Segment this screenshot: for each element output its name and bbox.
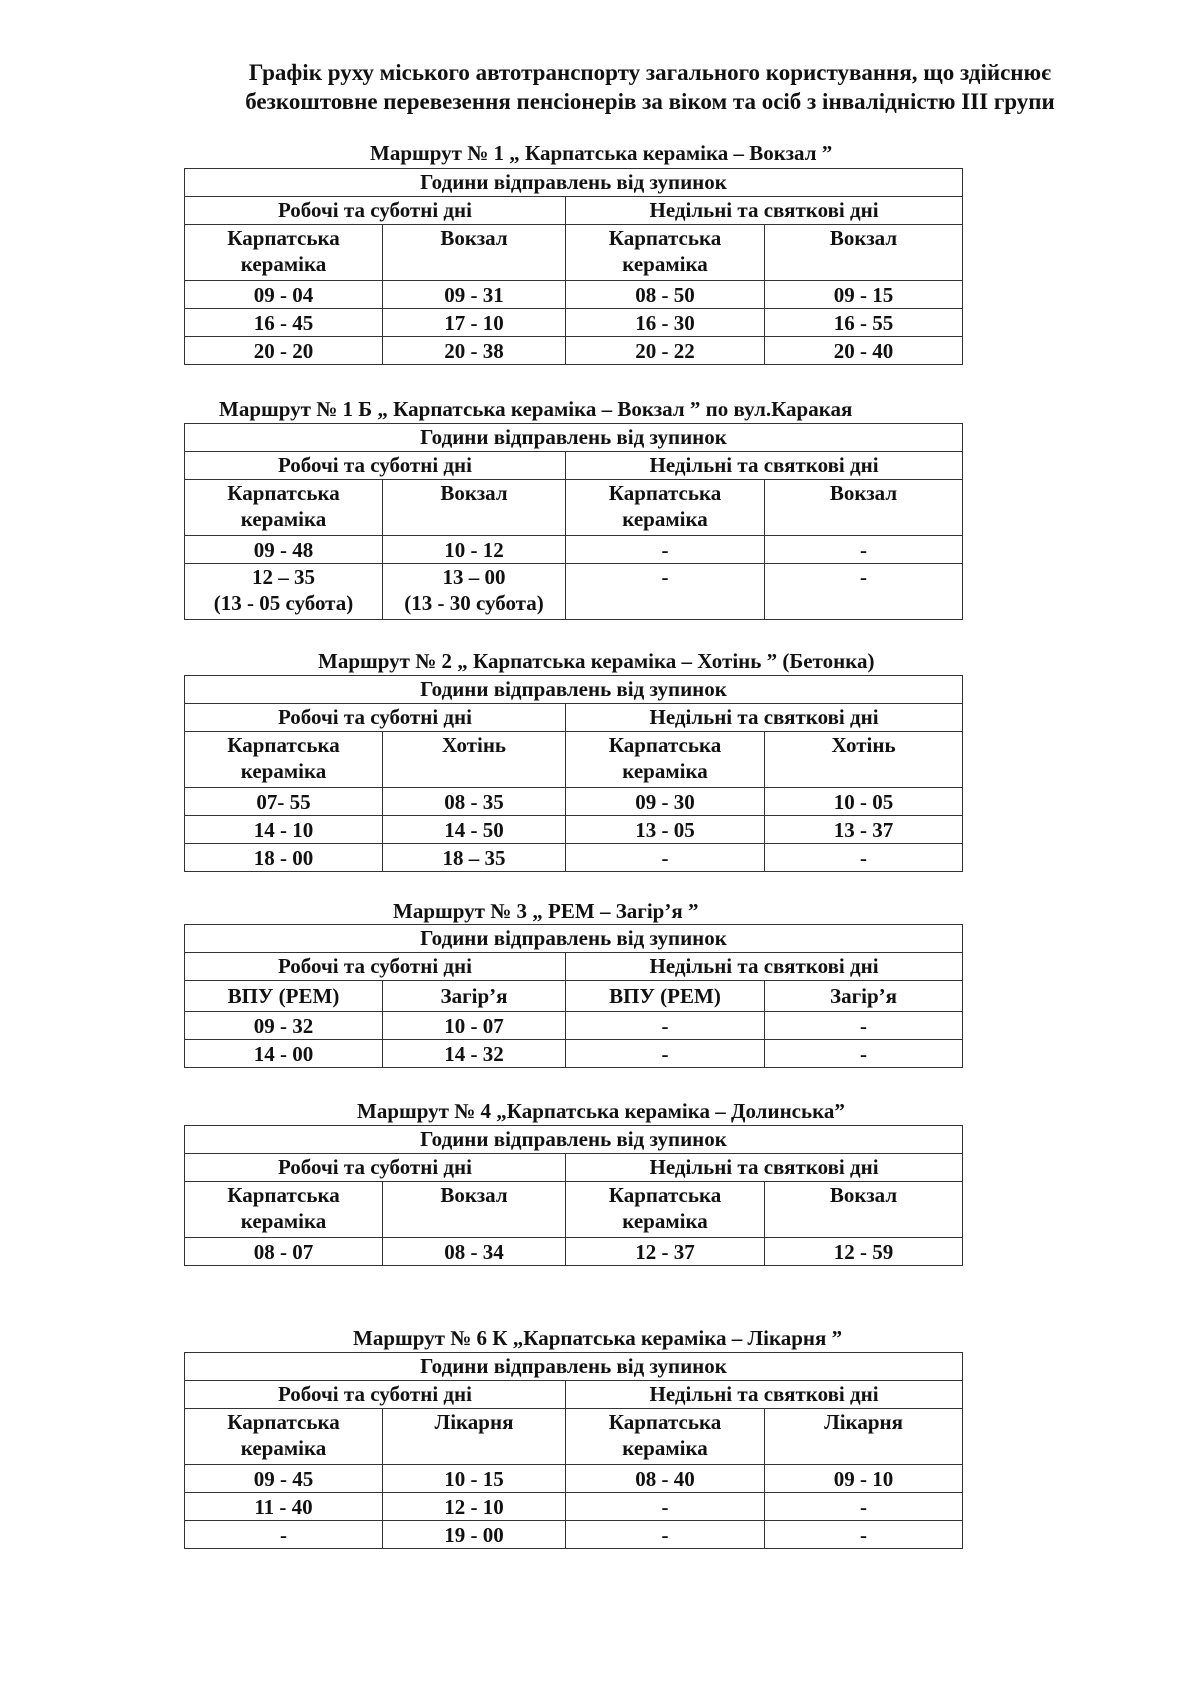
day-type-row [185,953,963,981]
stop-name-text: кераміка [622,1436,708,1460]
stop-name-header [383,981,566,1012]
table-row [185,309,963,337]
holidays-header: Недільні та святкові дні [566,704,963,732]
departure-time-cell [765,309,963,337]
stop-name-text: Загір’я [830,984,898,1008]
document-title-line-2: безкоштовне перевезення пенсіонерів за віком та осіб з інвалідністю ІІІ групи [245,89,1055,114]
stop-name-header [566,1182,765,1238]
stop-name-header [383,732,566,788]
route-title: Маршрут № 2 „ Карпатська кераміка – Хотінь ” (Бетонка) [318,649,875,673]
route-title: Маршрут № 3 „ РЕМ – Загір’я ” [393,899,699,923]
schedule-table [184,423,963,620]
stop-name-header [566,225,765,281]
departure-time-cell [566,1493,765,1521]
table-row [185,1493,963,1521]
stop-name-header [185,225,383,281]
header-row [185,1353,963,1381]
stop-header-row [185,1409,963,1465]
departure-time: - [860,537,868,562]
stop-name-header [765,480,963,536]
stop-header-row [185,1182,963,1238]
departure-time: 08 - 40 [635,1466,695,1491]
weekdays-header: Робочі та суботні дні [185,704,566,732]
schedule-table [184,168,963,365]
departures-header: Години відправлень від зупинок [185,1353,963,1381]
departure-time-cell [383,1040,566,1068]
header-row [185,424,963,452]
departure-time: - [661,1494,669,1519]
departure-time-cell [566,844,765,872]
departure-time-cell [566,536,765,564]
departure-time-cell [185,844,383,872]
header-row [185,925,963,953]
departure-time: 09 - 45 [253,1466,314,1491]
stop-name-text: ВПУ (РЕМ) [227,984,340,1008]
holidays-header: Недільні та святкові дні [566,1154,963,1182]
stop-name-header [383,225,566,281]
table-row [185,1238,963,1266]
stop-name-text: Вокзал [829,226,898,250]
departure-time: - [661,845,669,870]
weekdays-header: Робочі та суботні дні [185,452,566,480]
stop-name-text: кераміка [622,1209,708,1233]
departure-time-cell [765,1493,963,1521]
departure-time-cell [566,337,765,365]
stop-name-text: ВПУ (РЕМ) [609,984,721,1008]
departure-time: - [661,1013,669,1038]
departure-time-cell [185,1493,383,1521]
day-type-row [185,1154,963,1182]
departure-time-cell [765,1465,963,1493]
departures-header: Години відправлень від зупинок [185,676,963,704]
departure-time: 09 - 32 [253,1013,314,1038]
table-row [185,337,963,365]
stop-name-text: Карпатська [227,733,340,757]
departure-time: 10 - 15 [444,1466,504,1491]
departures-header: Години відправлень від зупинок [185,169,963,197]
holidays-header: Недільні та святкові дні [566,197,963,225]
schedule-table [184,1352,963,1549]
saturday-note: (13 - 05 субота) [213,591,354,615]
stop-name-text: кераміка [240,507,327,531]
stop-name-text: Карпатська [227,481,340,505]
weekdays-header: Робочі та суботні дні [185,953,566,981]
departure-time: - [661,1522,669,1547]
departure-time-cell [566,816,765,844]
departure-time-cell [185,281,383,309]
stop-name-header [765,225,963,281]
stop-name-header [185,1182,383,1238]
table-row [185,1465,963,1493]
holidays-header: Недільні та святкові дні [566,1381,963,1409]
departure-time: - [661,565,669,589]
departure-time: 12 – 35 [252,565,315,589]
weekdays-header: Робочі та суботні дні [185,1381,566,1409]
stop-name-text: Карпатська [608,226,722,250]
stop-header-row [185,225,963,281]
schedule-table [184,924,963,1068]
route-title: Маршрут № 1 Б „ Карпатська кераміка – Вокзал ” по вул.Каракая [219,397,853,421]
departure-time-cell [383,816,566,844]
stop-name-text: Лікарня [824,1410,903,1434]
stop-name-text: кераміка [240,759,327,783]
stop-name-text: Карпатська [608,1183,722,1207]
holidays-header: Недільні та святкові дні [566,452,963,480]
departure-time-cell [566,564,765,620]
departure-time: 09 - 04 [253,282,314,307]
stop-name-text: кераміка [622,507,708,531]
table-row [185,844,963,872]
stop-name-text: Загір’я [440,984,508,1008]
stop-name-text: кераміка [622,759,708,783]
departure-time-cell [566,281,765,309]
departure-time-cell [566,1521,765,1549]
departure-time: - [860,1013,868,1038]
header-row [185,676,963,704]
departure-time-cell [185,788,383,816]
weekdays-header: Робочі та суботні дні [185,1154,566,1182]
table-row [185,788,963,816]
departure-time-cell [765,1521,963,1549]
departure-time: 08 - 35 [444,789,504,814]
table-row [185,536,963,564]
departure-time: 18 – 35 [442,845,506,870]
departure-time: 10 - 05 [833,789,894,814]
document-title-line-1: Графік руху міського автотранспорту загального користування, що здійснює [248,60,1052,85]
departure-time: 09 - 15 [833,282,894,307]
departure-time: 08 - 50 [635,282,695,307]
departure-time-cell [383,1238,566,1266]
table-row [185,1521,963,1549]
departure-time-cell [185,309,383,337]
stop-name-text: кераміка [622,252,708,276]
stop-name-text: Хотінь [441,733,507,757]
departure-time-cell [566,309,765,337]
departure-time-cell [765,536,963,564]
stop-name-header [566,480,765,536]
departure-time: 13 – 00 [442,565,506,589]
route-title: Маршрут № 4 „Карпатська кераміка – Долинська” [357,1099,845,1123]
departures-header: Години відправлень від зупинок [185,925,963,953]
departure-time: - [860,1522,868,1547]
departure-time: 16 - 30 [635,310,695,335]
stop-name-text: Вокзал [829,481,898,505]
departure-time: 08 - 07 [253,1239,314,1264]
stop-name-text: кераміка [240,1209,327,1233]
departure-time: 17 - 10 [444,310,504,335]
departure-time: 09 - 31 [444,282,504,307]
departure-time: 16 - 55 [833,310,894,335]
schedule-table [184,675,963,872]
stop-name-header [185,732,383,788]
departure-time: 07- 55 [256,789,311,814]
stop-name-header [566,981,765,1012]
departure-time: 14 - 32 [444,1041,504,1066]
route-title: Маршрут № 1 „ Карпатська кераміка – Вокзал ” [370,141,833,165]
departure-time-cell [383,1521,566,1549]
stop-name-header [185,981,383,1012]
departure-time: 20 - 40 [833,338,894,363]
departure-time: - [661,537,669,562]
departure-time: 16 - 45 [253,310,314,335]
header-row [185,169,963,197]
departure-time: - [280,1522,287,1547]
stop-name-header [383,1182,566,1238]
stop-name-text: Карпатська [227,1183,340,1207]
departure-time: 14 - 10 [253,817,314,842]
departure-time-cell [566,1238,765,1266]
departure-time-cell [185,536,383,564]
departure-time: 09 - 48 [253,537,314,562]
stop-name-text: Карпатська [608,733,722,757]
stop-name-header [566,1409,765,1465]
stop-name-text: Вокзал [440,481,508,505]
departure-time-cell [566,1012,765,1040]
departure-time: 13 - 37 [833,817,894,842]
stop-name-text: Лікарня [434,1410,514,1434]
departure-time-cell [383,536,566,564]
schedule-table [184,1125,963,1266]
departure-time-cell [185,337,383,365]
departure-time: 09 - 10 [833,1466,894,1491]
departure-time: 14 - 00 [253,1041,314,1066]
stop-name-text: Вокзал [440,226,508,250]
departure-time: - [860,565,868,589]
day-type-row [185,704,963,732]
departure-time-cell [765,788,963,816]
departure-time-cell [383,844,566,872]
stop-name-text: Карпатська [608,1410,722,1434]
stop-name-text: кераміка [240,1436,327,1460]
departure-time-cell [566,1040,765,1068]
departure-time: 13 - 05 [635,817,695,842]
stop-name-header [765,1182,963,1238]
stop-name-text: Карпатська [608,481,722,505]
departures-header: Години відправлень від зупинок [185,1126,963,1154]
departure-time: 18 - 00 [253,845,314,870]
departure-time-cell [185,816,383,844]
table-row [185,564,963,620]
stop-header-row [185,480,963,536]
departure-time-cell [383,337,566,365]
stop-name-text: Вокзал [829,1183,898,1207]
table-row [185,816,963,844]
stop-header-row [185,981,963,1012]
stop-name-header [185,480,383,536]
departure-time: 14 - 50 [444,817,504,842]
table-row [185,281,963,309]
stop-name-header [765,981,963,1012]
departure-time: 12 - 37 [635,1239,695,1264]
departure-time-cell [566,1465,765,1493]
route-title: Маршрут № 6 К „Карпатська кераміка – Лікарня ” [353,1326,843,1350]
departure-time: 10 - 07 [444,1013,504,1038]
departure-time-cell [765,281,963,309]
departure-time: 20 - 20 [253,338,314,363]
departure-time: - [860,1494,868,1519]
departures-header: Години відправлень від зупинок [185,424,963,452]
departure-time-cell [765,337,963,365]
departure-time-cell [383,309,566,337]
stop-name-header [383,1409,566,1465]
day-type-row [185,197,963,225]
departure-time-cell [383,1012,566,1040]
stop-name-header [566,732,765,788]
departure-time: 20 - 38 [444,338,504,363]
departure-time: 09 - 30 [635,789,695,814]
departure-time: 08 - 34 [444,1239,504,1264]
stop-name-text: Карпатська [227,1410,340,1434]
departure-time: 12 - 59 [833,1239,894,1264]
header-row [185,1126,963,1154]
departure-time-cell [383,281,566,309]
stop-name-text: Вокзал [440,1183,508,1207]
departure-time-cell [765,816,963,844]
departure-time-cell [185,1012,383,1040]
departure-time: 11 - 40 [254,1494,313,1519]
weekdays-header: Робочі та суботні дні [185,197,566,225]
stop-name-text: кераміка [240,252,327,276]
departure-time-cell [185,1521,383,1549]
table-row [185,1040,963,1068]
stop-name-header [765,732,963,788]
departure-time-cell [765,1238,963,1266]
departure-time-cell [765,1040,963,1068]
departure-time: - [860,1041,868,1066]
departure-time: - [661,1041,669,1066]
stop-name-header [185,1409,383,1465]
departure-time-cell [185,1040,383,1068]
departure-time: 20 - 22 [635,338,695,363]
departure-time-cell [185,1465,383,1493]
stop-name-header [765,1409,963,1465]
departure-time-cell [383,1465,566,1493]
holidays-header: Недільні та святкові дні [566,953,963,981]
day-type-row [185,1381,963,1409]
stop-header-row [185,732,963,788]
departure-time-cell [383,1493,566,1521]
departure-time-cell [383,788,566,816]
departure-time: 19 - 00 [444,1522,504,1547]
saturday-note: (13 - 30 субота) [404,591,544,615]
stop-name-text: Карпатська [227,226,340,250]
departure-time: 12 - 10 [444,1494,504,1519]
departure-time-cell [383,564,566,620]
departure-time-cell [765,1012,963,1040]
departure-time-cell [185,1238,383,1266]
stop-name-header [383,480,566,536]
departure-time: 10 - 12 [444,537,504,562]
departure-time: - [860,845,868,870]
day-type-row [185,452,963,480]
document-title [150,58,1150,116]
stop-name-text: Хотінь [831,733,896,757]
departure-time-cell [765,844,963,872]
departure-time-cell [566,788,765,816]
departure-time-cell [765,564,963,620]
table-row [185,1012,963,1040]
departure-time-cell [185,564,383,620]
